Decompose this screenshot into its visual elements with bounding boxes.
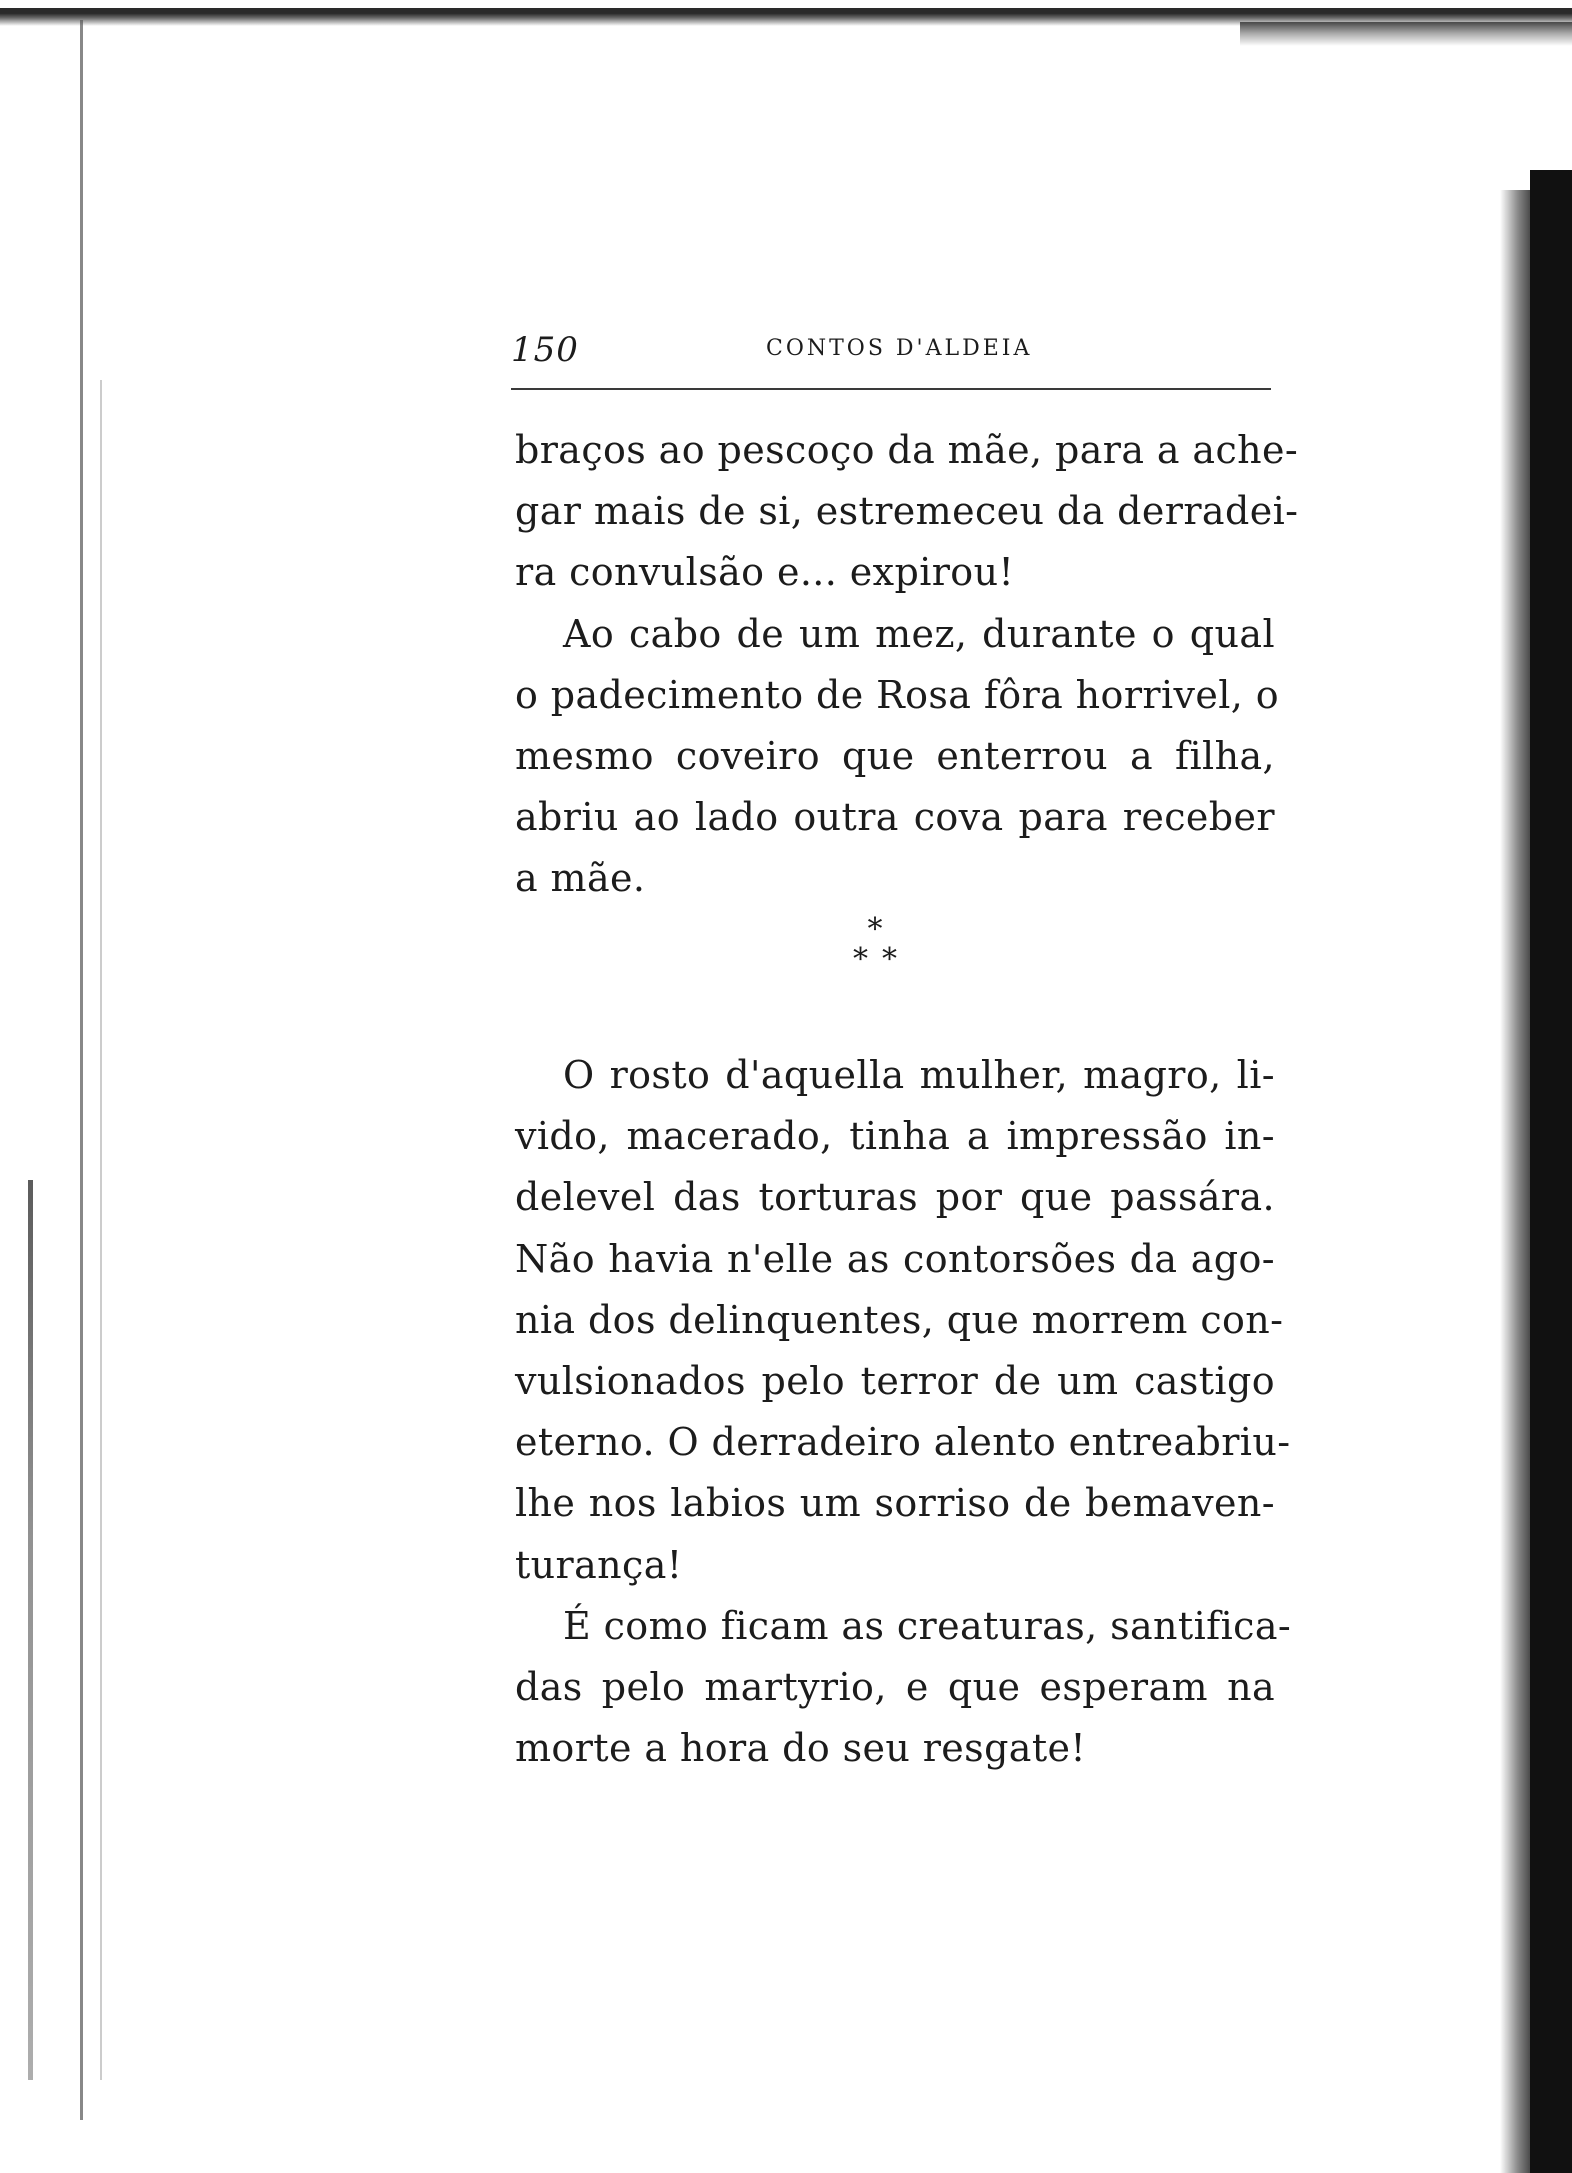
text-line: ra convulsão e... expirou!: [515, 550, 1015, 595]
text-line: O rosto d'aquella mulher, magro, li-: [563, 1053, 1275, 1097]
text-line: É como ficam as creaturas, santifica-: [563, 1603, 1292, 1648]
paragraph-continuation: [515, 420, 1299, 604]
text-line: morte a hora do seu resgate!: [515, 1726, 1087, 1771]
scan-left-edge-line: [100, 380, 102, 2080]
text-block-upper: [515, 420, 1299, 910]
asterism-top: *: [867, 912, 883, 947]
text-line: braços ao pescoço da mãe, para a ache-: [515, 428, 1299, 472]
header-rule: [511, 388, 1271, 390]
asterism-bottom: **: [853, 942, 911, 977]
running-title: CONTOS D'ALDEIA: [766, 336, 1033, 361]
text-line: das pelo martyrio, e que esperam na: [515, 1665, 1275, 1710]
text-line: gar mais de si, estremeceu da derradei-: [515, 489, 1299, 534]
text-line: Não havia n'elle as contorsões da ago-: [515, 1236, 1275, 1281]
scan-top-edge-shadow: [1240, 22, 1572, 46]
text-line: turança!: [515, 1542, 683, 1587]
text-block-lower: [515, 1045, 1292, 1779]
paragraph: [515, 604, 1280, 910]
scan-left-edge: [80, 20, 83, 2120]
section-break-asterism: [820, 912, 930, 995]
text-line: delevel das torturas por que passára.: [515, 1175, 1275, 1220]
page-number: 150: [511, 330, 579, 370]
running-head: [511, 330, 1271, 378]
scan-right-edge: [1530, 170, 1572, 2173]
text-line: nia dos delinquentes, que morrem con-: [515, 1297, 1284, 1342]
text-line: Ao cabo de um mez, durante o qual: [563, 611, 1275, 656]
text-line: lhe nos labios um sorriso de bemaven-: [515, 1481, 1275, 1526]
text-line: abriu ao lado outra cova para receber: [515, 795, 1275, 840]
paragraph: [515, 1045, 1291, 1596]
text-line: vulsionados pelo terror de um castigo: [515, 1359, 1275, 1404]
paragraph: [515, 1596, 1292, 1780]
scan-left-edge-shadow: [28, 1180, 33, 2080]
text-line: o padecimento de Rosa fôra horrivel, o: [515, 672, 1280, 717]
text-line: eterno. O derradeiro alento entreabriu-: [515, 1420, 1291, 1465]
text-line: a mãe.: [515, 856, 646, 901]
text-line: mesmo coveiro que enterrou a filha,: [515, 734, 1275, 779]
text-line: vido, macerado, tinha a impressão in-: [515, 1114, 1275, 1159]
